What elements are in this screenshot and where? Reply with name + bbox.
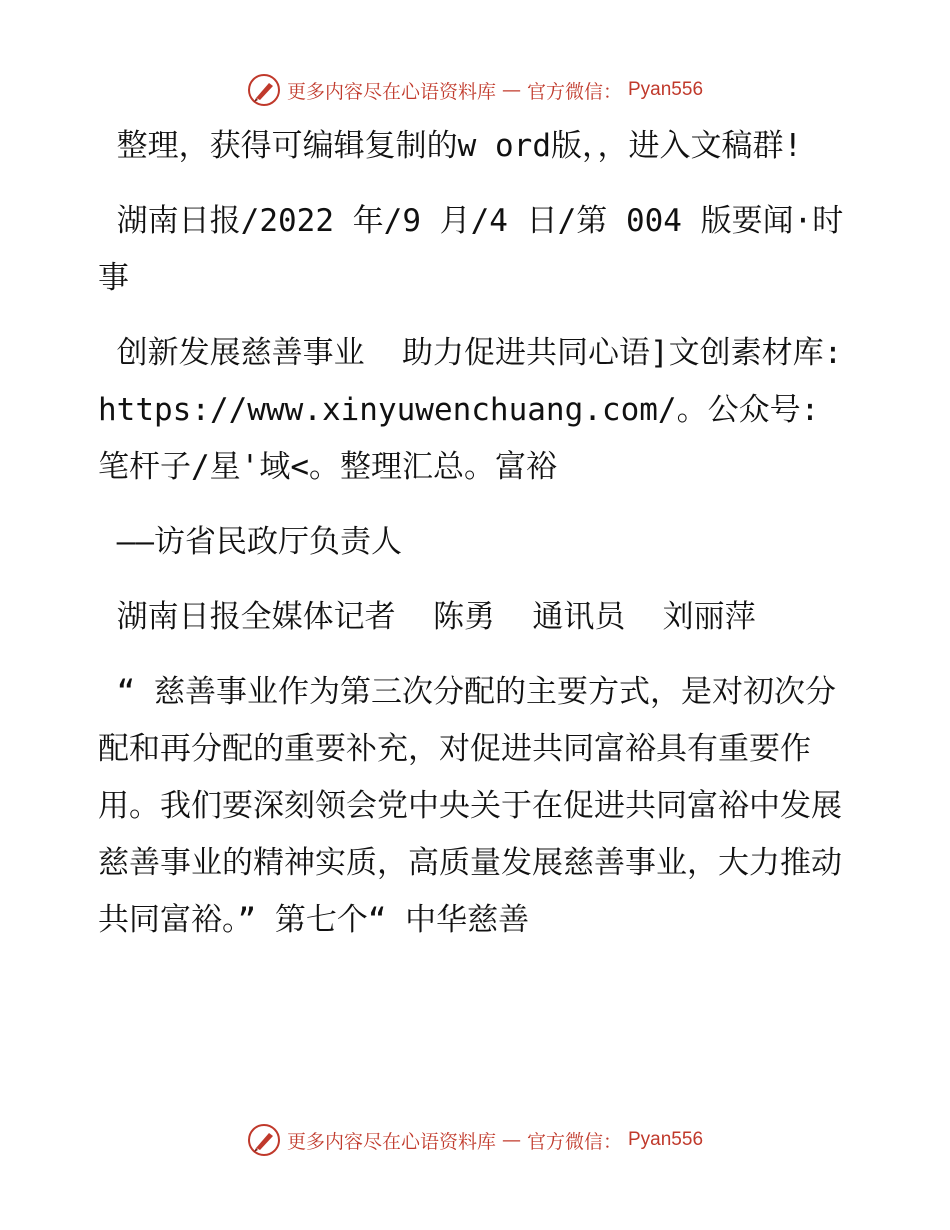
- paragraph-source-line: 湖南日报/2022 年/9 月/4 日/第 004 版要闻·时事: [98, 203, 844, 296]
- footer-wechat-id: Pyan556: [628, 1129, 704, 1150]
- banner-wechat-id: Pyan556: [628, 79, 704, 100]
- paragraph-headline: 创新发展慈善事业 助力促进共同心语]文创素材库: https://www.xinyuwenchuang.com/。公众号: 笔杆子/星'域<。整理汇总。富裕: [98, 335, 861, 485]
- paragraph-subheadline: ——访省民政厅负责人: [98, 524, 402, 560]
- footer-site-text: 更多内容尽在心语资料库: [286, 1130, 496, 1153]
- paragraph-body: “ 慈善事业作为第三次分配的主要方式，是对初次分配和再分配的重要补充，对促进共同富裕具有重要作用。我们要深刻领会党中央关于在促进共同富裕中发展慈善事业的精神实质，高质量发展慈善事业，大力推动共同富裕。” 第七个“ 中华慈善: [98, 674, 842, 938]
- banner-wechat-label: 官方微信：: [526, 80, 622, 103]
- header-watermark-banner: [0, 70, 950, 110]
- banner-dash: —: [501, 79, 521, 101]
- quill-pen-logo-icon: [247, 73, 281, 107]
- paragraph-intro: 整理，获得可编辑复制的w ord版，，进入文稿群!: [98, 128, 803, 164]
- footer-watermark-banner: [0, 1120, 950, 1160]
- quill-pen-logo-icon: [247, 1123, 281, 1157]
- banner-site-text: 更多内容尽在心语资料库: [286, 80, 496, 103]
- document-body: [98, 118, 861, 967]
- paragraph-byline: 湖南日报全媒体记者 陈勇 通讯员 刘丽萍: [98, 599, 756, 635]
- footer-dash: —: [501, 1129, 521, 1151]
- footer-wechat-label: 官方微信：: [526, 1130, 622, 1153]
